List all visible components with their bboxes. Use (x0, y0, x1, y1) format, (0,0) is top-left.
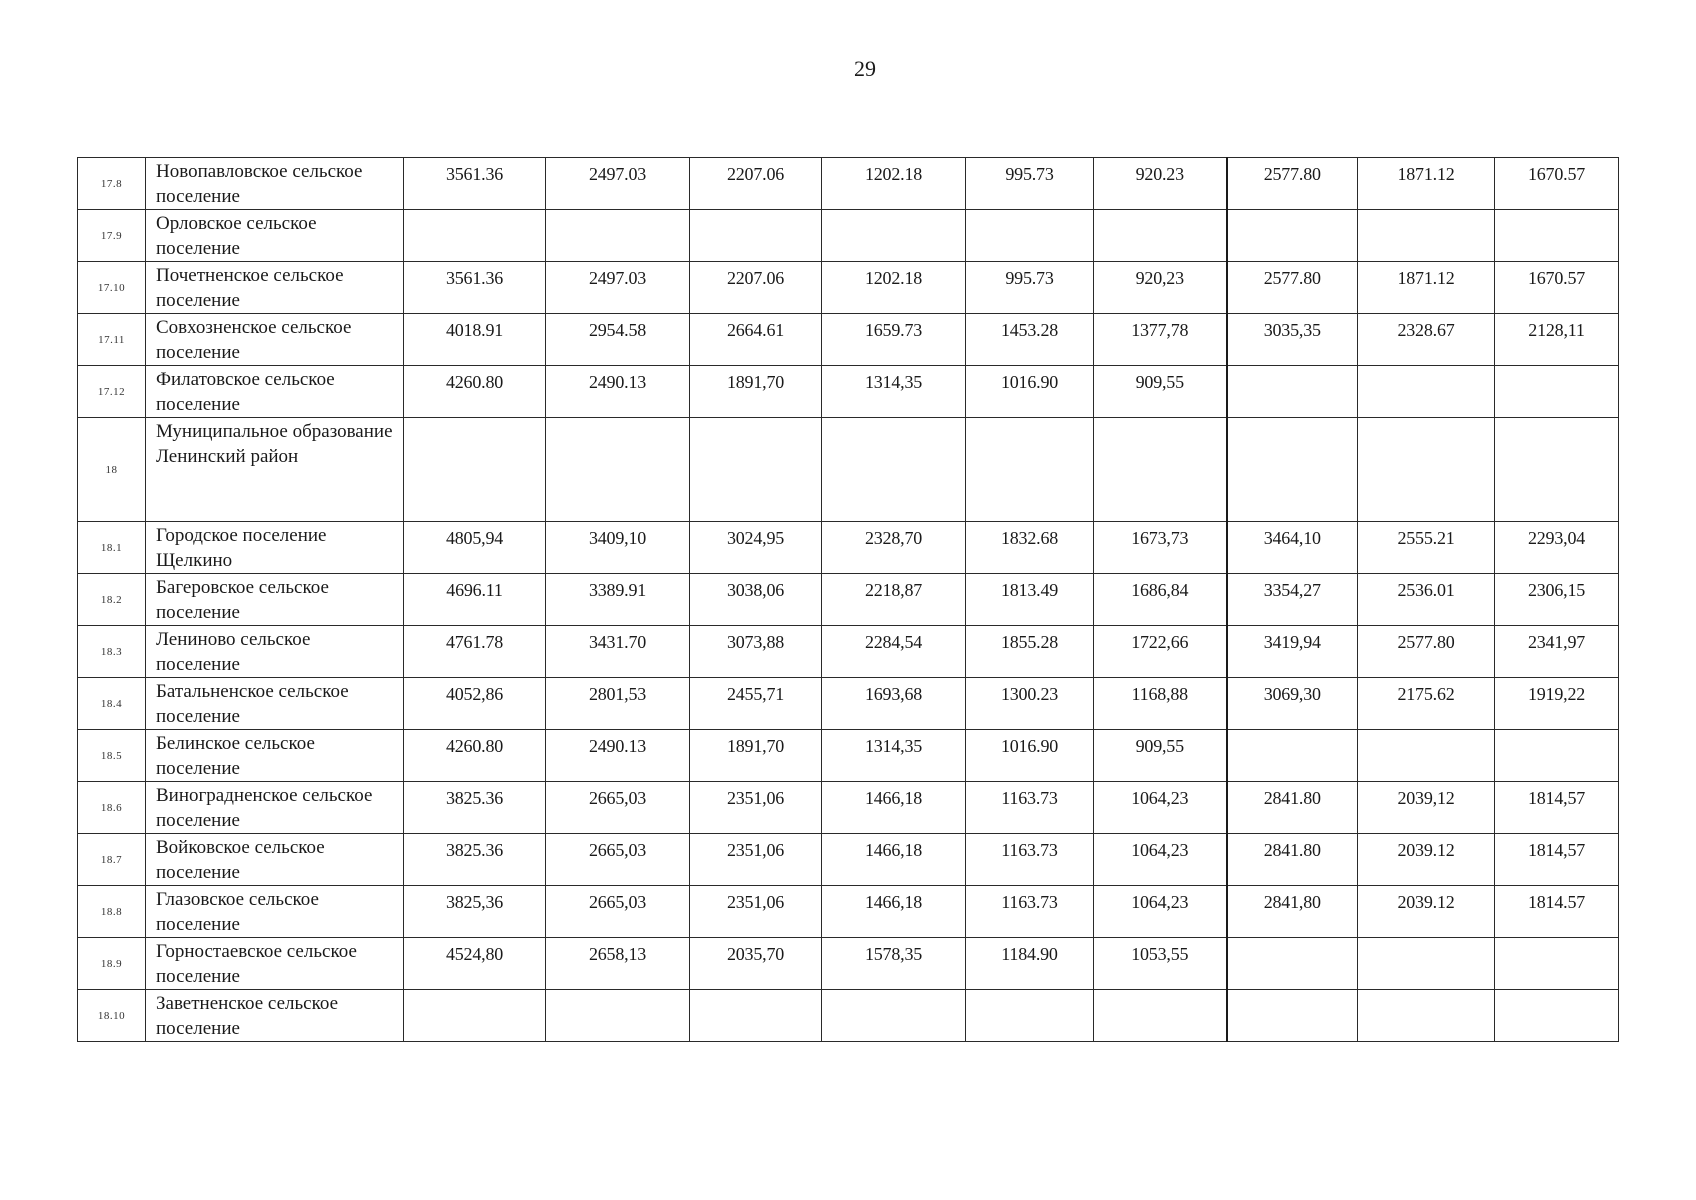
value-cell: 1814,57 (1495, 834, 1619, 886)
value-cell: 1064,23 (1094, 782, 1227, 834)
row-number: 18.3 (78, 626, 146, 678)
table-body (78, 158, 1619, 1042)
value-cell: 1314,35 (822, 366, 966, 418)
value-cell: 1202.18 (822, 158, 966, 210)
value-cell (1495, 730, 1619, 782)
value-cell: 1814.57 (1495, 886, 1619, 938)
value-cell: 1466,18 (822, 834, 966, 886)
value-cell: 1163.73 (966, 782, 1094, 834)
value-cell (404, 418, 546, 522)
value-cell: 2284,54 (822, 626, 966, 678)
value-cell: 2351,06 (690, 834, 822, 886)
value-cell: 1168,88 (1094, 678, 1227, 730)
value-cell: 2954.58 (546, 314, 690, 366)
table-row (78, 990, 1619, 1042)
value-cell: 1184.90 (966, 938, 1094, 990)
row-number: 18.6 (78, 782, 146, 834)
value-cell (1495, 990, 1619, 1042)
value-cell: 2665,03 (546, 834, 690, 886)
value-cell (1094, 990, 1227, 1042)
value-cell (690, 210, 822, 262)
value-cell: 2306,15 (1495, 574, 1619, 626)
value-cell (1358, 210, 1495, 262)
value-cell: 3038,06 (690, 574, 822, 626)
value-cell: 2328.67 (1358, 314, 1495, 366)
value-cell: 1466,18 (822, 782, 966, 834)
table-row (78, 782, 1619, 834)
row-number: 18.9 (78, 938, 146, 990)
value-cell: 2497.03 (546, 158, 690, 210)
value-cell (1358, 730, 1495, 782)
value-cell: 2207.06 (690, 158, 822, 210)
value-cell: 1053,55 (1094, 938, 1227, 990)
row-number: 18.1 (78, 522, 146, 574)
settlement-name: Филатовское сельское поселение (146, 366, 404, 418)
value-cell: 1453.28 (966, 314, 1094, 366)
value-cell: 1814,57 (1495, 782, 1619, 834)
value-cell: 4260.80 (404, 730, 546, 782)
value-cell: 2490.13 (546, 730, 690, 782)
value-cell: 1871.12 (1358, 158, 1495, 210)
value-cell: 2665,03 (546, 886, 690, 938)
table-row (78, 678, 1619, 730)
value-cell: 1891,70 (690, 366, 822, 418)
settlement-name: Белинское сельское поселение (146, 730, 404, 782)
table-row (78, 574, 1619, 626)
settlement-name: Багеровское сельское поселение (146, 574, 404, 626)
row-number: 17.9 (78, 210, 146, 262)
value-cell (1495, 418, 1619, 522)
value-cell (690, 990, 822, 1042)
value-cell: 2577.80 (1358, 626, 1495, 678)
value-cell: 1163.73 (966, 834, 1094, 886)
value-cell (966, 418, 1094, 522)
value-cell: 1670.57 (1495, 158, 1619, 210)
value-cell: 1673,73 (1094, 522, 1227, 574)
value-cell: 1686,84 (1094, 574, 1227, 626)
row-number: 18.2 (78, 574, 146, 626)
value-cell: 2497.03 (546, 262, 690, 314)
value-cell: 1919,22 (1495, 678, 1619, 730)
value-cell (1227, 366, 1358, 418)
value-cell: 1466,18 (822, 886, 966, 938)
value-cell: 995.73 (966, 262, 1094, 314)
value-cell (1227, 418, 1358, 522)
value-cell: 1064,23 (1094, 834, 1227, 886)
value-cell (690, 418, 822, 522)
value-cell: 2351,06 (690, 782, 822, 834)
value-cell: 2128,11 (1495, 314, 1619, 366)
value-cell: 4052,86 (404, 678, 546, 730)
value-cell: 2841.80 (1227, 782, 1358, 834)
row-number: 17.8 (78, 158, 146, 210)
row-number: 17.12 (78, 366, 146, 418)
value-cell: 2035,70 (690, 938, 822, 990)
value-cell: 2555.21 (1358, 522, 1495, 574)
row-number: 18.4 (78, 678, 146, 730)
table-row (78, 730, 1619, 782)
value-cell: 3389.91 (546, 574, 690, 626)
table-row (78, 522, 1619, 574)
value-cell: 4805,94 (404, 522, 546, 574)
value-cell: 3419,94 (1227, 626, 1358, 678)
value-cell: 2207.06 (690, 262, 822, 314)
value-cell: 920,23 (1094, 262, 1227, 314)
value-cell: 1693,68 (822, 678, 966, 730)
settlement-name: Новопавловское сельское поселение (146, 158, 404, 210)
value-cell (1358, 418, 1495, 522)
row-number: 18.7 (78, 834, 146, 886)
value-cell (966, 990, 1094, 1042)
settlement-name: Муниципальное образование Ленинский район (146, 418, 404, 522)
value-cell: 2039.12 (1358, 886, 1495, 938)
value-cell: 3561.36 (404, 158, 546, 210)
settlement-name: Совхозненское сельское поселение (146, 314, 404, 366)
value-cell: 1314,35 (822, 730, 966, 782)
value-cell (546, 990, 690, 1042)
value-cell: 2841,80 (1227, 886, 1358, 938)
value-cell: 995.73 (966, 158, 1094, 210)
value-cell (404, 990, 546, 1042)
value-cell: 909,55 (1094, 366, 1227, 418)
value-cell: 3464,10 (1227, 522, 1358, 574)
table-row (78, 262, 1619, 314)
value-cell (546, 210, 690, 262)
value-cell: 1016.90 (966, 730, 1094, 782)
settlement-name: Лениново сельское поселение (146, 626, 404, 678)
value-cell: 3825.36 (404, 782, 546, 834)
value-cell (1227, 990, 1358, 1042)
settlement-name: Почетненское сельское поселение (146, 262, 404, 314)
value-cell (1495, 210, 1619, 262)
value-cell: 2455,71 (690, 678, 822, 730)
settlement-name: Городское поселение Щелкино (146, 522, 404, 574)
value-cell: 1377,78 (1094, 314, 1227, 366)
value-cell: 1670.57 (1495, 262, 1619, 314)
value-cell: 1016.90 (966, 366, 1094, 418)
value-cell: 1891,70 (690, 730, 822, 782)
value-cell: 2665,03 (546, 782, 690, 834)
value-cell: 4696.11 (404, 574, 546, 626)
value-cell: 3825.36 (404, 834, 546, 886)
value-cell: 2536.01 (1358, 574, 1495, 626)
table-row (78, 210, 1619, 262)
row-number: 18.8 (78, 886, 146, 938)
settlement-name: Войковское сельское поселение (146, 834, 404, 886)
value-cell: 1722,66 (1094, 626, 1227, 678)
value-cell: 2341,97 (1495, 626, 1619, 678)
value-cell (1094, 210, 1227, 262)
settlement-name: Орловское сельское поселение (146, 210, 404, 262)
value-cell (1227, 730, 1358, 782)
row-number: 18.5 (78, 730, 146, 782)
table-row (78, 938, 1619, 990)
table-row (78, 366, 1619, 418)
value-cell (1358, 938, 1495, 990)
value-cell (1227, 210, 1358, 262)
value-cell: 4260.80 (404, 366, 546, 418)
value-cell: 2218,87 (822, 574, 966, 626)
value-cell: 1202.18 (822, 262, 966, 314)
value-cell (966, 210, 1094, 262)
value-cell: 4018.91 (404, 314, 546, 366)
value-cell: 2577.80 (1227, 262, 1358, 314)
value-cell: 920.23 (1094, 158, 1227, 210)
value-cell (1495, 938, 1619, 990)
value-cell: 3069,30 (1227, 678, 1358, 730)
value-cell: 3825,36 (404, 886, 546, 938)
value-cell: 909,55 (1094, 730, 1227, 782)
value-cell: 3354,27 (1227, 574, 1358, 626)
value-cell: 1813.49 (966, 574, 1094, 626)
value-cell: 1300.23 (966, 678, 1094, 730)
value-cell: 2577.80 (1227, 158, 1358, 210)
row-number: 17.10 (78, 262, 146, 314)
value-cell: 1832.68 (966, 522, 1094, 574)
value-cell (1227, 938, 1358, 990)
value-cell: 2490.13 (546, 366, 690, 418)
value-cell: 4524,80 (404, 938, 546, 990)
settlement-name: Глазовское сельское поселение (146, 886, 404, 938)
settlement-name: Горностаевское сельское поселение (146, 938, 404, 990)
row-number: 18 (78, 418, 146, 522)
value-cell: 2658,13 (546, 938, 690, 990)
value-cell (404, 210, 546, 262)
value-cell (546, 418, 690, 522)
value-cell (1358, 990, 1495, 1042)
row-number: 18.10 (78, 990, 146, 1042)
value-cell: 3409,10 (546, 522, 690, 574)
value-cell (822, 990, 966, 1042)
value-cell: 3561.36 (404, 262, 546, 314)
value-cell: 2801,53 (546, 678, 690, 730)
value-cell: 3035,35 (1227, 314, 1358, 366)
row-number: 17.11 (78, 314, 146, 366)
value-cell (822, 210, 966, 262)
table-row (78, 314, 1619, 366)
value-cell: 3431.70 (546, 626, 690, 678)
value-cell (1358, 366, 1495, 418)
page-number: 29 (854, 56, 876, 81)
value-cell (1495, 366, 1619, 418)
value-cell: 3073,88 (690, 626, 822, 678)
value-cell: 2039,12 (1358, 782, 1495, 834)
settlement-name: Батальненское сельское поселение (146, 678, 404, 730)
value-cell: 1578,35 (822, 938, 966, 990)
table-row (78, 626, 1619, 678)
settlement-name: Виноградненское сельское поселение (146, 782, 404, 834)
tariff-table (77, 157, 1619, 1042)
value-cell: 1871.12 (1358, 262, 1495, 314)
value-cell: 4761.78 (404, 626, 546, 678)
value-cell: 2841.80 (1227, 834, 1358, 886)
value-cell: 2664.61 (690, 314, 822, 366)
value-cell: 2175.62 (1358, 678, 1495, 730)
value-cell: 3024,95 (690, 522, 822, 574)
table-row (78, 886, 1619, 938)
value-cell: 1855.28 (966, 626, 1094, 678)
value-cell: 1163.73 (966, 886, 1094, 938)
settlement-name: Заветненское сельское поселение (146, 990, 404, 1042)
value-cell (1094, 418, 1227, 522)
value-cell: 1064,23 (1094, 886, 1227, 938)
value-cell: 1659.73 (822, 314, 966, 366)
value-cell: 2293,04 (1495, 522, 1619, 574)
value-cell (822, 418, 966, 522)
table-row (78, 834, 1619, 886)
value-cell: 2039.12 (1358, 834, 1495, 886)
value-cell: 2351,06 (690, 886, 822, 938)
table-row (78, 418, 1619, 522)
value-cell: 2328,70 (822, 522, 966, 574)
table-row (78, 158, 1619, 210)
